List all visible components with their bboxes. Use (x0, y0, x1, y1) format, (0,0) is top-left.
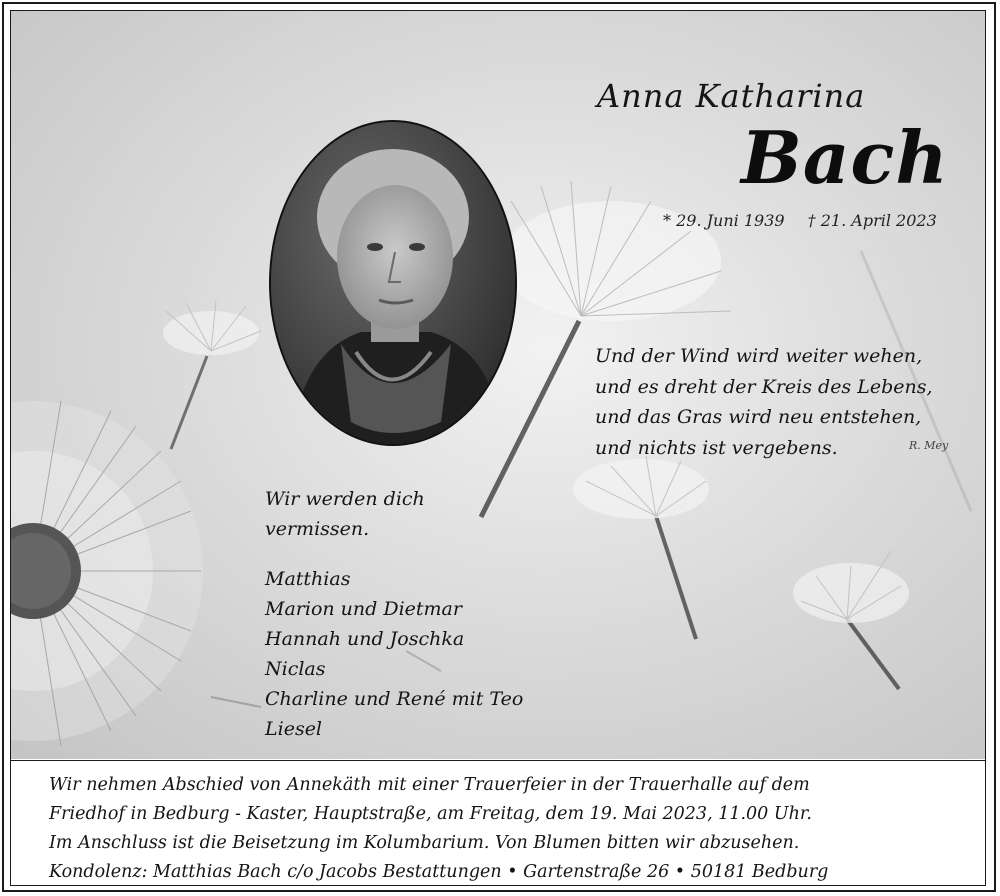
mourner-name: Hannah und Joschka (265, 628, 465, 650)
poem-line: und das Gras wird neu entstehen, (595, 406, 922, 428)
poem-line: Und der Wind wird weiter wehen, (595, 345, 923, 367)
dandelion-background (11, 11, 985, 759)
mourners-message-line: vermissen. (265, 518, 370, 540)
death-date: † 21. April 2023 (807, 211, 937, 230)
poem-author: R. Mey (909, 439, 949, 452)
notice-line: Friedhof in Bedburg - Kaster, Hauptstraße, am Freitag, dem 19. Mai 2023, 11.00 Uhr. (49, 804, 812, 824)
mourner-name: Marion und Dietmar (265, 598, 462, 620)
mourner-name: Liesel (265, 718, 323, 740)
obituary-frame (2, 2, 996, 892)
portrait-icon (271, 122, 515, 444)
mourner-name: Niclas (265, 658, 326, 680)
birth-date: * 29. Juni 1939 (663, 211, 785, 230)
mourner-name: Matthias (265, 568, 351, 590)
deceased-last-name: Bach (741, 115, 949, 200)
mourner-name: Charline und René mit Teo (265, 688, 524, 710)
funeral-notice-text (49, 771, 959, 886)
mourners-message-line: Wir werden dich (265, 488, 425, 510)
poem-line: und es dreht der Kreis des Lebens, (595, 375, 933, 398)
obituary-inner-frame (10, 10, 986, 886)
deceased-first-names: Anna Katharina (597, 77, 866, 115)
notice-line: Im Anschluss ist die Beisetzung im Kolumbarium. Von Blumen bitten wir abzusehen. (49, 833, 800, 853)
poem-line: und nichts ist vergebens. (595, 436, 838, 459)
life-dates (663, 211, 963, 230)
notice-line: Wir nehmen Abschied von Annekäth mit einer Trauerfeier in der Trauerhalle auf dem (49, 775, 810, 795)
portrait-photo (269, 120, 517, 446)
mourners-names (265, 564, 595, 744)
mourners-block (265, 484, 595, 744)
funeral-notice (11, 760, 985, 886)
notice-line: Kondolenz: Matthias Bach c/o Jacobs Bestattungen • Gartenstraße 26 • 50181 Bedburg (49, 862, 829, 882)
